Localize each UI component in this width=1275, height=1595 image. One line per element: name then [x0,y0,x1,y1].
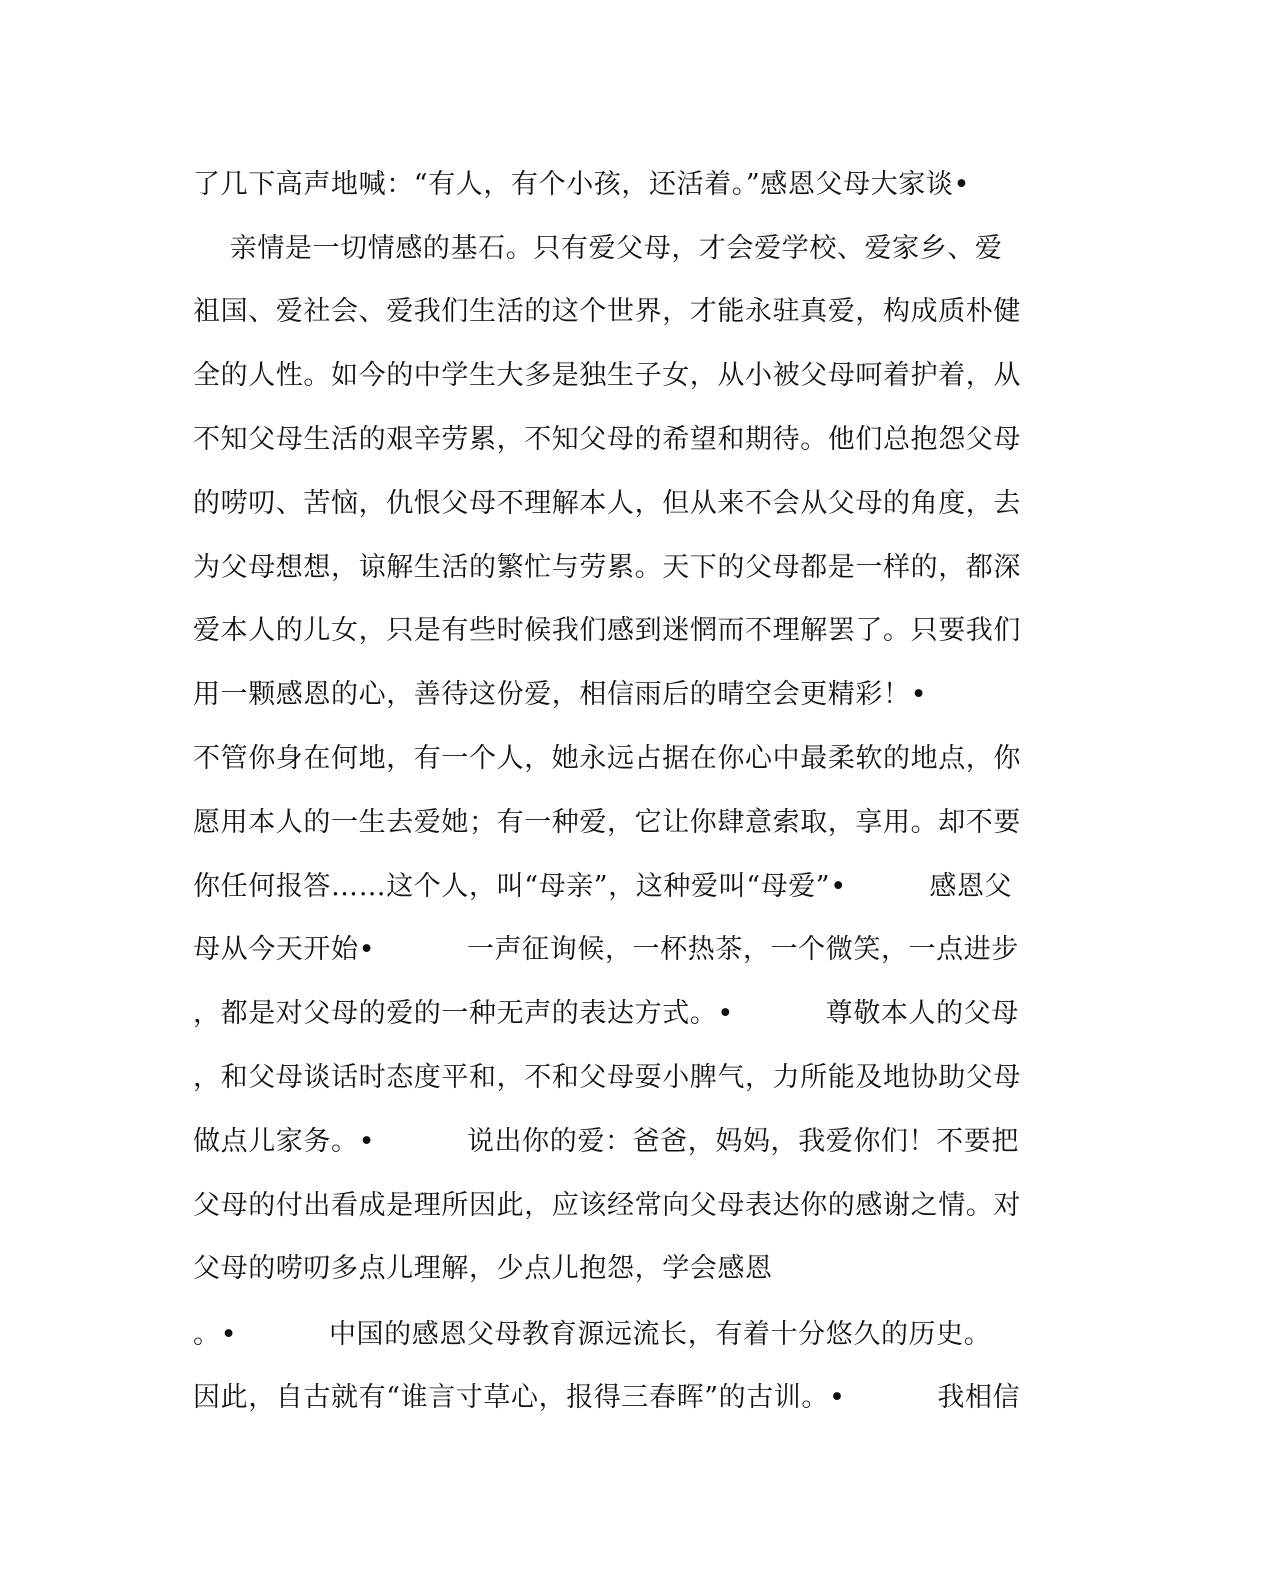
paragraph-line: 愿用本人的一生去爱她；有一种爱，它让你肆意索取，享用。却不要 [193,807,1021,838]
paragraph-line: 。• 中国的感恩父母教育源远流长，有着十分悠久的历史。 [193,1319,992,1350]
paragraph-line: 祖国、爱社会、爱我们生活的这个世界，才能永驻真爱，构成质朴健 [193,296,1021,327]
paragraph-line: 父母的唠叨多点儿理解，少点儿抱怨，学会感恩 [193,1253,773,1284]
paragraph-line: 为父母想想，谅解生活的繁忙与劳累。天下的父母都是一样的，都深 [193,552,1021,583]
paragraph-line: 不知父母生活的艰辛劳累，不知父母的希望和期待。他们总抱怨父母 [193,424,1021,455]
paragraph-line: 父母的付出看成是理所因此，应该经常向父母表达你的感谢之情。对 [193,1190,1021,1221]
paragraph-line: 母从今天开始• 一声征询候，一杯热茶，一个微笑，一点进步 [193,934,1019,965]
paragraph-line: 的唠叨、苦恼，仇恨父母不理解本人，但从来不会从父母的角度，去 [193,488,1021,519]
paragraph-line: 因此，自古就有“谁言寸草心，报得三春晖”的古训。• 我相信 [193,1382,1021,1413]
paragraph-line: 不管你身在何地，有一个人，她永远占据在你心中最柔软的地点，你 [193,743,1021,774]
paragraph-line: 做点儿家务。• 说出你的爱：爸爸，妈妈，我爱你们！不要把 [193,1126,1019,1157]
paragraph-line: 亲情是一切情感的基石。只有爱父母，才会爱学校、爱家乡、爱 [193,233,1003,264]
paragraph-line: 爱本人的儿女，只是有些时候我们感到迷惘而不理解罢了。只要我们 [193,615,1021,646]
paragraph-line: 你任何报答……这个人，叫“母亲”，这种爱叫“母爱”• 感恩父 [193,871,1013,902]
paragraph-line: 用一颗感恩的心，善待这份爱，相信雨后的晴空会更精彩！• [193,679,928,710]
paragraph-line: 全的人性。如今的中学生大多是独生子女，从小被父母呵着护着，从 [193,360,1021,391]
paragraph-line: 了几下高声地喊：“有人，有个小孩，还活着。”感恩父母大家谈• [193,169,971,200]
paragraph-line: ，和父母谈话时态度平和，不和父母耍小脾气，力所能及地协助父母 [193,1062,1021,1093]
paragraph-line: ，都是对父母的爱的一种无声的表达方式。• 尊敬本人的父母 [193,998,1019,1029]
